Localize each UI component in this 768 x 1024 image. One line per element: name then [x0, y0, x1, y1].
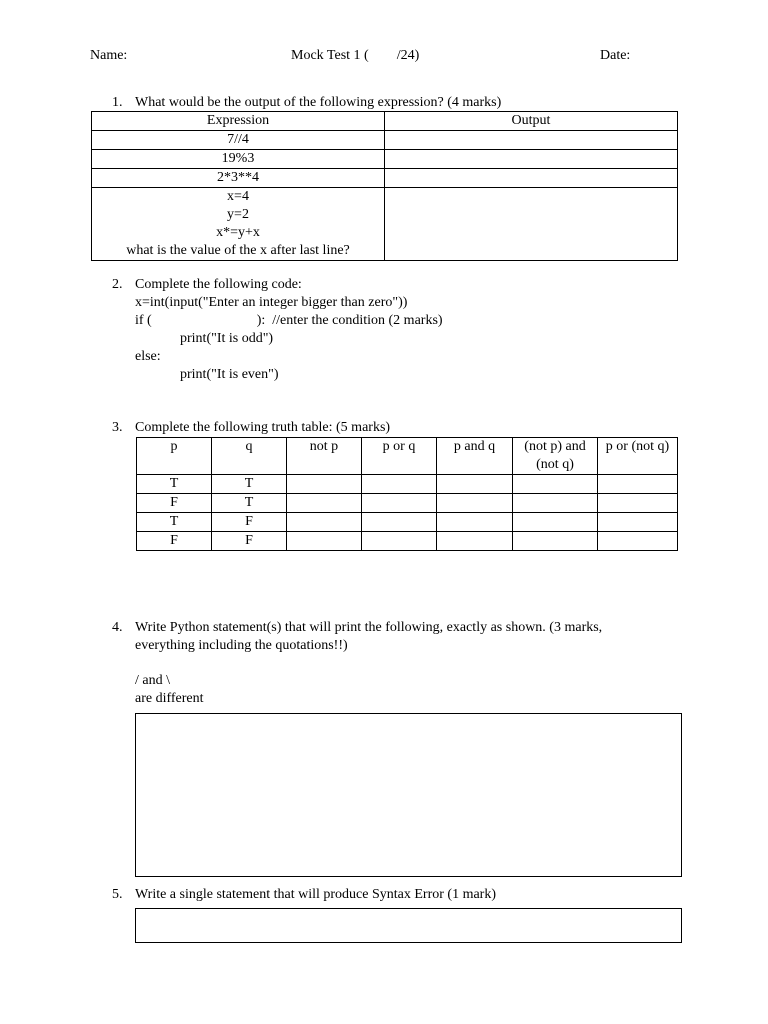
q1-expression-cell: 2*3**4 [92, 169, 385, 188]
q4-text-line-2: everything including the quotations!!) [135, 638, 348, 653]
truth-header-p-and-q: p and q [437, 438, 513, 475]
q4-answer-box[interactable] [135, 713, 682, 877]
truth-table [136, 437, 678, 551]
truth-cell-q: F [212, 513, 287, 532]
truth-header-not-p: not p [287, 438, 362, 475]
q3-number: 3. [112, 420, 123, 435]
truth-answer-cell[interactable] [287, 532, 362, 551]
q1-output-cell[interactable] [385, 131, 678, 150]
q1-number: 1. [112, 95, 123, 110]
truth-answer-cell[interactable] [437, 494, 513, 513]
truth-answer-cell[interactable] [513, 513, 598, 532]
truth-answer-cell[interactable] [437, 532, 513, 551]
truth-answer-cell[interactable] [287, 513, 362, 532]
q2-code-line-5: print("It is even") [180, 367, 279, 382]
truth-answer-cell[interactable] [287, 494, 362, 513]
truth-answer-cell[interactable] [598, 475, 678, 494]
truth-answer-cell[interactable] [513, 494, 598, 513]
q1-header-output: Output [385, 112, 678, 131]
truth-answer-cell[interactable] [437, 513, 513, 532]
q2-code-line-1: x=int(input("Enter an integer bigger than zero")) [135, 295, 408, 310]
truth-answer-cell[interactable] [362, 475, 437, 494]
truth-cell-q: F [212, 532, 287, 551]
truth-answer-cell[interactable] [362, 513, 437, 532]
q2-code-line-3: print("It is odd") [180, 331, 274, 346]
truth-header-p-or-q: p or q [362, 438, 437, 475]
truth-cell-q: T [212, 475, 287, 494]
q4-number: 4. [112, 620, 123, 635]
q1-table [91, 111, 678, 261]
truth-answer-cell[interactable] [598, 532, 678, 551]
q1-expression-cell-multiline [92, 188, 385, 261]
q2-code-line-4: else: [135, 349, 161, 364]
q1-output-cell[interactable] [385, 150, 678, 169]
q1-code-line: x*=y+x [216, 225, 260, 240]
q5-answer-box[interactable] [135, 908, 682, 943]
q1-expression-cell: 7//4 [92, 131, 385, 150]
truth-answer-cell[interactable] [287, 475, 362, 494]
test-title: Mock Test 1 ( /24) [291, 48, 420, 63]
truth-answer-cell[interactable] [362, 532, 437, 551]
date-label: Date: [600, 48, 631, 63]
truth-cell-p: F [137, 532, 212, 551]
q2-text: Complete the following code: [135, 277, 302, 292]
q2-number: 2. [112, 277, 123, 292]
q1-output-cell[interactable] [385, 169, 678, 188]
q4-sample-line-1: / and \ [135, 673, 170, 688]
truth-header-q: q [212, 438, 287, 475]
q1-code-line: y=2 [227, 207, 249, 222]
truth-answer-cell[interactable] [598, 513, 678, 532]
q5-number: 5. [112, 887, 123, 902]
q3-text: Complete the following truth table: (5 marks) [135, 420, 391, 435]
q2-code-line-2: if ( ): //enter the condition (2 marks) [135, 313, 443, 328]
truth-cell-p: T [137, 513, 212, 532]
q4-text-line-1: Write Python statement(s) that will print the following, exactly as shown. (3 marks, [135, 620, 603, 635]
name-label: Name: [90, 48, 128, 63]
q1-code-line: x=4 [227, 189, 249, 204]
truth-header-not-p-and-not-q: (not p) and (not q) [513, 438, 598, 475]
q5-text: Write a single statement that will produce Syntax Error (1 mark) [135, 887, 496, 902]
q1-text: What would be the output of the following expression? (4 marks) [135, 95, 502, 110]
q4-sample-line-2: are different [135, 691, 204, 706]
truth-answer-cell[interactable] [437, 475, 513, 494]
truth-cell-p: T [137, 475, 212, 494]
q1-output-cell[interactable] [385, 188, 678, 261]
truth-cell-p: F [137, 494, 212, 513]
truth-cell-q: T [212, 494, 287, 513]
truth-header-p: p [137, 438, 212, 475]
truth-answer-cell[interactable] [598, 494, 678, 513]
q1-expression-cell: 19%3 [92, 150, 385, 169]
truth-answer-cell[interactable] [362, 494, 437, 513]
q1-header-expression: Expression [92, 112, 385, 131]
truth-answer-cell[interactable] [513, 475, 598, 494]
q1-question-line: what is the value of the x after last line? [126, 243, 350, 258]
truth-answer-cell[interactable] [513, 532, 598, 551]
truth-header-p-or-not-q: p or (not q) [598, 438, 678, 475]
